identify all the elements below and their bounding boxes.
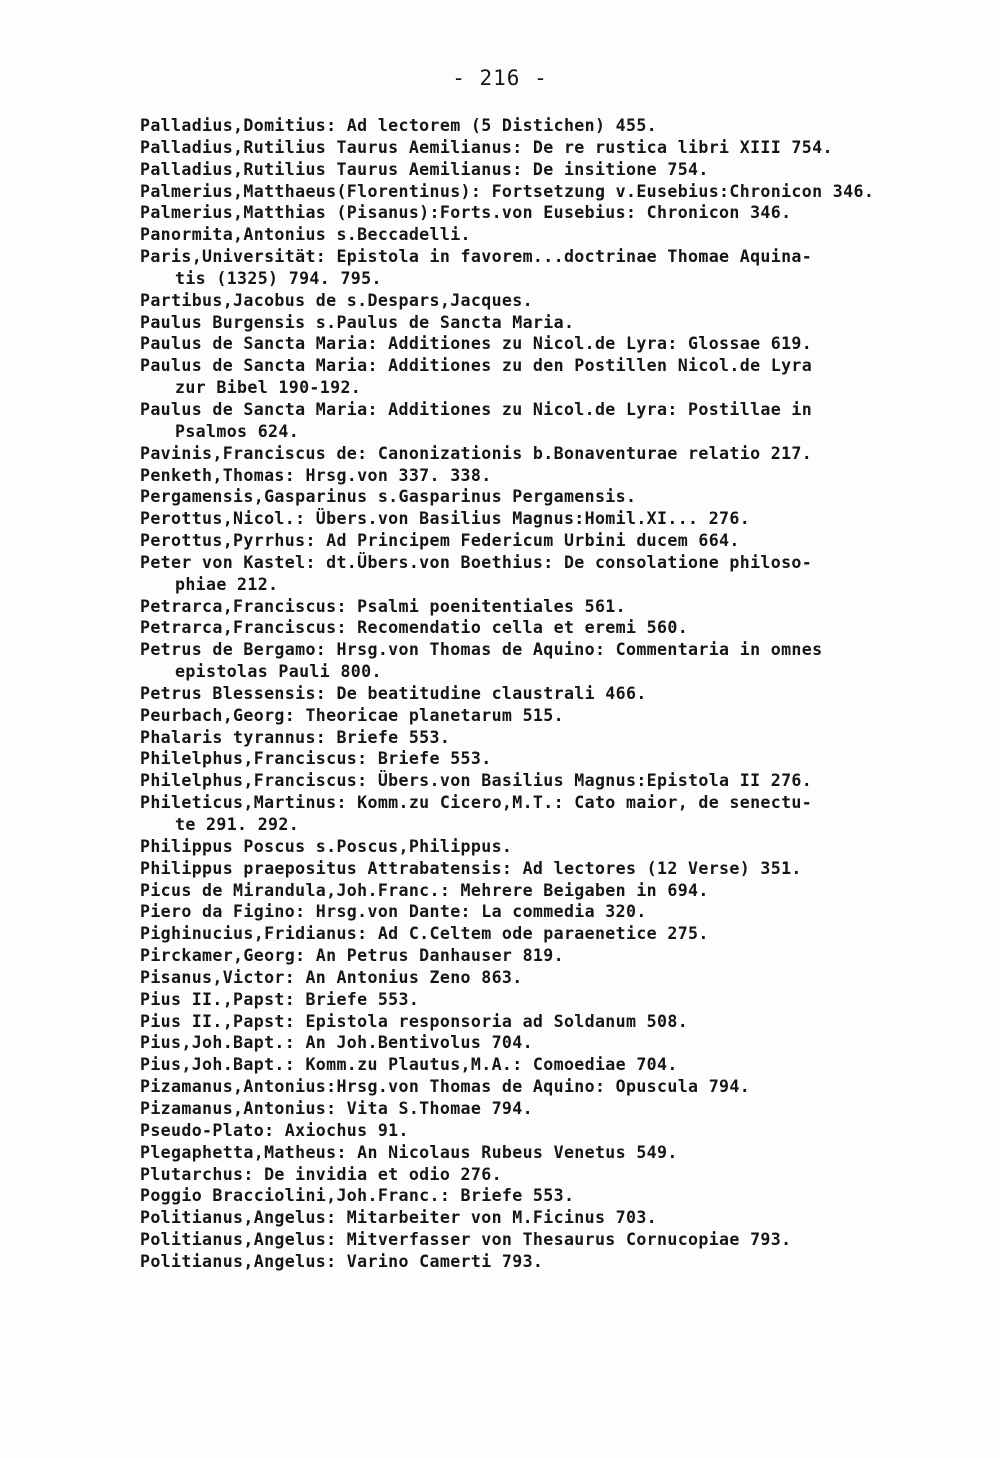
index-entry-line: Picus de Mirandula,Joh.Franc.: Mehrere Beigaben in 694. bbox=[140, 880, 709, 900]
index-entry-line: Philelphus,Franciscus: Übers.von Basilius Magnus:Epistola II 276. bbox=[140, 771, 813, 791]
index-entry-line: Petrus de Bergamo: Hrsg.von Thomas de Aquino: Commentaria in omnes bbox=[140, 640, 823, 660]
index-entry-line: Paulus de Sancta Maria: Additiones zu Nicol.de Lyra: Glossae 619. bbox=[140, 334, 813, 354]
index-entry bbox=[140, 1120, 940, 1142]
index-entry bbox=[140, 333, 940, 355]
index-entry bbox=[140, 1142, 940, 1164]
index-entry bbox=[140, 552, 940, 596]
index-entry-line: Pighinucius,Fridianus: Ad C.Celtem ode paraenetice 275. bbox=[140, 924, 709, 944]
index-entry-line: Philippus Poscus s.Poscus,Philippus. bbox=[140, 836, 513, 856]
index-entry bbox=[140, 727, 940, 749]
index-entry-line: Phileticus,Martinus: Komm.zu Cicero,M.T.: Cato maior, de senectu- bbox=[140, 793, 813, 813]
index-entry bbox=[140, 312, 940, 334]
index-entry bbox=[140, 596, 940, 618]
index-entry-line: Petrus Blessensis: De beatitudine claustrali 466. bbox=[140, 683, 647, 703]
index-entry bbox=[140, 355, 940, 399]
index-entry-line: Plutarchus: De invidia et odio 276. bbox=[140, 1164, 502, 1184]
index-entry bbox=[140, 399, 940, 443]
index-entry bbox=[140, 617, 940, 639]
index-entry bbox=[140, 683, 940, 705]
index-entry-line: Peurbach,Georg: Theoricae planetarum 515. bbox=[140, 705, 564, 725]
index-entry-line: Pisanus,Victor: An Antonius Zeno 863. bbox=[140, 967, 523, 987]
index-entry-line: Pirckamer,Georg: An Petrus Danhauser 819. bbox=[140, 946, 564, 966]
index-entry bbox=[140, 1229, 940, 1251]
index-entry bbox=[140, 290, 940, 312]
index-entry-line: Philippus praepositus Attrabatensis: Ad lectores (12 Verse) 351. bbox=[140, 858, 802, 878]
index-entry bbox=[140, 443, 940, 465]
index-entry bbox=[140, 1076, 940, 1098]
index-entry-line: Partibus,Jacobus de s.Despars,Jacques. bbox=[140, 290, 533, 310]
index-entry bbox=[140, 901, 940, 923]
index-entry-line: Palladius,Rutilius Taurus Aemilianus: De insitione 754. bbox=[140, 159, 709, 179]
index-entry-line: Piero da Figino: Hrsg.von Dante: La commedia 320. bbox=[140, 902, 647, 922]
index-entry bbox=[140, 1185, 940, 1207]
index-entry-continuation-line: tis (1325) 794. 795. bbox=[175, 268, 382, 288]
index-entry bbox=[140, 705, 940, 727]
index-entry bbox=[140, 1032, 940, 1054]
index-entry-continuation-line: te 291. 292. bbox=[175, 815, 300, 834]
index-entry-line: Perottus,Nicol.: Übers.von Basilius Magnus:Homil.XI... 276. bbox=[140, 509, 751, 529]
index-entry bbox=[140, 639, 940, 683]
index-entry bbox=[140, 530, 940, 552]
index-entry-line: Pizamanus,Antonius: Vita S.Thomae 794. bbox=[140, 1098, 533, 1118]
index-entry-list bbox=[140, 115, 940, 1273]
index-entry bbox=[140, 246, 940, 290]
index-entry-line: Palmerius,Matthaeus(Florentinus): Fortsetzung v.Eusebius:Chronicon 346. bbox=[140, 181, 875, 201]
index-entry-line: Palladius,Domitius: Ad lectorem (5 Distichen) 455. bbox=[140, 116, 658, 135]
index-entry-line: Phalaris tyrannus: Briefe 553. bbox=[140, 727, 451, 747]
index-entry-line: Plegaphetta,Matheus: An Nicolaus Rubeus Venetus 549. bbox=[140, 1142, 678, 1162]
index-entry-line: Politianus,Angelus: Varino Camerti 793. bbox=[140, 1251, 544, 1271]
index-entry bbox=[140, 1207, 940, 1229]
index-entry-line: Pius II.,Papst: Epistola responsoria ad Soldanum 508. bbox=[140, 1011, 689, 1031]
index-entry-line: Politianus,Angelus: Mitverfasser von Thesaurus Cornucopiae 793. bbox=[140, 1230, 792, 1250]
index-entry bbox=[140, 967, 940, 989]
index-entry bbox=[140, 202, 940, 224]
index-entry bbox=[140, 1054, 940, 1076]
index-entry-line: Perottus,Pyrrhus: Ad Principem Federicum Urbini ducem 664. bbox=[140, 531, 740, 551]
index-entry-line: Politianus,Angelus: Mitarbeiter von M.Ficinus 703. bbox=[140, 1208, 658, 1228]
index-entry-line: Panormita,Antonius s.Beccadelli. bbox=[140, 225, 471, 245]
index-entry-line: Paulus Burgensis s.Paulus de Sancta Maria. bbox=[140, 312, 575, 332]
index-entry-line: Palladius,Rutilius Taurus Aemilianus: De re rustica libri XIII 754. bbox=[140, 137, 833, 157]
index-entry-line: Pergamensis,Gasparinus s.Gasparinus Pergamensis. bbox=[140, 487, 637, 507]
index-entry bbox=[140, 748, 940, 770]
index-entry bbox=[140, 1164, 940, 1186]
index-entry bbox=[140, 945, 940, 967]
index-entry-line: Penketh,Thomas: Hrsg.von 337. 338. bbox=[140, 465, 492, 485]
page-number: - 216 - bbox=[452, 66, 548, 90]
index-entry-line: Paris,Universität: Epistola in favorem...doctrinae Thomae Aquina- bbox=[140, 247, 813, 267]
index-entry bbox=[140, 792, 940, 836]
index-entry bbox=[140, 1011, 940, 1033]
index-entry-line: Pseudo-Plato: Axiochus 91. bbox=[140, 1120, 409, 1140]
index-entry bbox=[140, 508, 940, 530]
index-entry-line: Philelphus,Franciscus: Briefe 553. bbox=[140, 749, 492, 769]
index-entry bbox=[140, 836, 940, 858]
index-entry-line: Palmerius,Matthias (Pisanus):Forts.von Eusebius: Chronicon 346. bbox=[140, 203, 792, 223]
index-entry bbox=[140, 137, 940, 159]
index-entry-line: Peter von Kastel: dt.Übers.von Boethius: De consolatione philoso- bbox=[140, 552, 813, 572]
index-entry-continuation-line: Psalmos 624. bbox=[175, 421, 300, 441]
index-entry-line: Petrarca,Franciscus: Recomendatio cella et eremi 560. bbox=[140, 618, 689, 638]
index-entry bbox=[140, 770, 940, 792]
index-entry bbox=[140, 858, 940, 880]
index-entry bbox=[140, 880, 940, 902]
index-entry bbox=[140, 1098, 940, 1120]
index-entry bbox=[140, 486, 940, 508]
index-entry-line: Pius,Joh.Bapt.: Komm.zu Plautus,M.A.: Comoediae 704. bbox=[140, 1055, 678, 1075]
index-entry-line: Pavinis,Franciscus de: Canonizationis b.Bonaventurae relatio 217. bbox=[140, 443, 813, 463]
index-entry-line: Petrarca,Franciscus: Psalmi poenitentiales 561. bbox=[140, 596, 626, 616]
index-entry bbox=[140, 224, 940, 246]
index-entry bbox=[140, 159, 940, 181]
index-entry-line: Paulus de Sancta Maria: Additiones zu Nicol.de Lyra: Postillae in bbox=[140, 399, 813, 419]
index-entry-continuation-line: phiae 212. bbox=[175, 574, 279, 594]
index-entry-continuation-line: epistolas Pauli 800. bbox=[175, 662, 382, 682]
index-entry bbox=[140, 115, 940, 137]
index-entry-continuation-line: zur Bibel 190-192. bbox=[175, 378, 362, 398]
index-entry-line: Paulus de Sancta Maria: Additiones zu den Postillen Nicol.de Lyra bbox=[140, 356, 813, 376]
index-entry bbox=[140, 181, 940, 203]
index-entry-line: Pius II.,Papst: Briefe 553. bbox=[140, 989, 420, 1009]
index-entry-line: Pizamanus,Antonius:Hrsg.von Thomas de Aquino: Opuscula 794. bbox=[140, 1077, 751, 1097]
index-entry bbox=[140, 989, 940, 1011]
index-entry bbox=[140, 465, 940, 487]
index-entry bbox=[140, 923, 940, 945]
index-entry-line: Pius,Joh.Bapt.: An Joh.Bentivolus 704. bbox=[140, 1033, 533, 1053]
index-entry-line: Poggio Bracciolini,Joh.Franc.: Briefe 553. bbox=[140, 1186, 575, 1206]
index-entry bbox=[140, 1251, 940, 1273]
